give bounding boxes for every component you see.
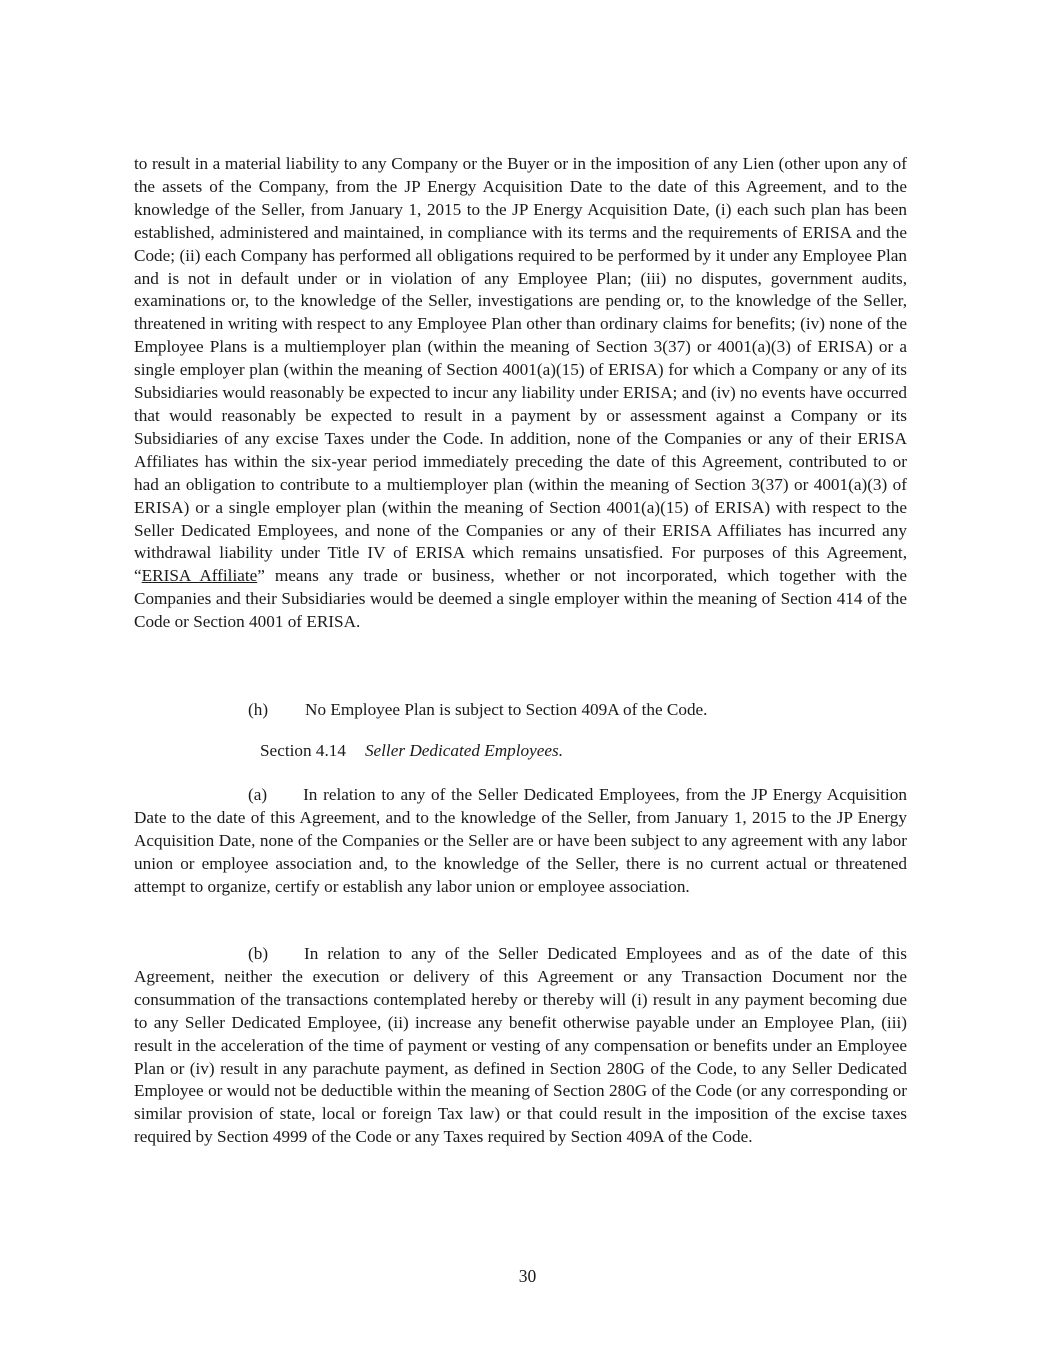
- section-number: Section 4.14: [260, 741, 346, 760]
- paragraph-h-text: No Employee Plan is subject to Section 409A of the Code.: [305, 700, 708, 719]
- section-title: Seller Dedicated Employees.: [364, 741, 563, 760]
- paragraph-b-label: (b): [248, 944, 269, 963]
- paragraph-continuation: [134, 153, 907, 634]
- paragraph-a: [134, 784, 907, 899]
- paragraph-b: [134, 943, 907, 1149]
- section-heading: [134, 740, 907, 763]
- page-number: 30: [518, 1266, 537, 1286]
- defined-term-erisa-affiliate: ERISA Affiliate: [141, 566, 258, 586]
- paragraph-continuation-text-end: ” means any trade or business, whether or not incorporated, which together with the Companies and their Subsidiaries would be deemed a single employer within the meaning of Section 414 of the Code or Section 4001 of ERISA.: [134, 566, 907, 632]
- paragraph-b-text: In relation to any of the Seller Dedicated Employees and as of the date of this Agreement, neither the execution or delivery of this Agreement or any Transaction Document nor the consummation of the transactions contemplated hereby or thereby will (i) result in any payment becoming due to any Seller Dedicated Employee, (ii) increase any benefit otherwise payable under an Employee Plan, (iii) result in the acceleration of the time of payment or vesting of any compensation or benefits under an Employee Plan or (iv) result in any parachute payment, as defined in Section 280G of the Code, to any Seller Dedicated Employee or would not be deductible within the meaning of Section 280G of the Code (or any corresponding or similar provision of state, local or foreign Tax law) or that could result in the imposition of the excise taxes required by Section 4999 of the Code or any Taxes required by Section 409A of the Code.: [134, 944, 907, 1147]
- paragraph-h: [134, 699, 907, 722]
- paragraph-a-text: In relation to any of the Seller Dedicated Employees, from the JP Energy Acquisition Date to the date of this Agreement, and to the knowledge of the Seller, from January 1, 2015 to the JP Energy Acquisition Date, none of the Companies or the Seller are or have been subject to any agreement with any labor union or employee association and, to the knowledge of the Seller, there is no current actual or threatened attempt to organize, certify or establish any labor union or employee association.: [134, 785, 907, 896]
- paragraph-continuation-text: to result in a material liability to any Company or the Buyer or in the imposition of any Lien (other upon any of the assets of the Company, from the JP Energy Acquisition Date to the date of this Agreement, and to the knowledge of the Seller, from January 1, 2015 to the JP Energy Acquisition Date, (i) each such plan has been established, administered and maintained, in compliance with its terms and the requirements of ERISA and the Code; (ii) each Company has performed all obligations required to be performed by it under any Employee Plan and is not in default under or in violation of any Employee Plan; (iii) no disputes, government audits, examinations or, to the knowledge of the Seller, investigations are pending or, to the knowledge of the Seller, threatened in writing with respect to any Employee Plan other than ordinary claims for benefits; (iv) none of the Employee Plans is a multiemployer plan (within the meaning of Section 3(37) or 4001(a)(3) of ERISA) or a single employer plan (within the meaning of Section 4001(a)(15) of ERISA) for which a Company or any of its Subsidiaries would reasonably be expected to incur any liability under ERISA; and (iv) no events have occurred that would reasonably be expected to result in a payment by or assessment against a Company or its Subsidiaries of any excise Taxes under the Code. In addition, none of the Companies or any of their ERISA Affiliates has within the six-year period immediately preceding the date of this Agreement, contributed to or had an obligation to contribute to a multiemployer plan (within the meaning of Section 3(37) or 4001(a)(3) of ERISA) or a single employer plan (within the meaning of Section 4001(a)(15) of ERISA) with respect to the Seller Dedicated Employees, and none of the Companies or any of their ERISA Affiliates has incurred any withdrawal liability under Title IV of ERISA which remains unsatisfied. For purposes of this Agreement, “: [134, 154, 907, 586]
- paragraph-a-label: (a): [248, 785, 268, 804]
- paragraph-h-label: (h): [248, 700, 269, 719]
